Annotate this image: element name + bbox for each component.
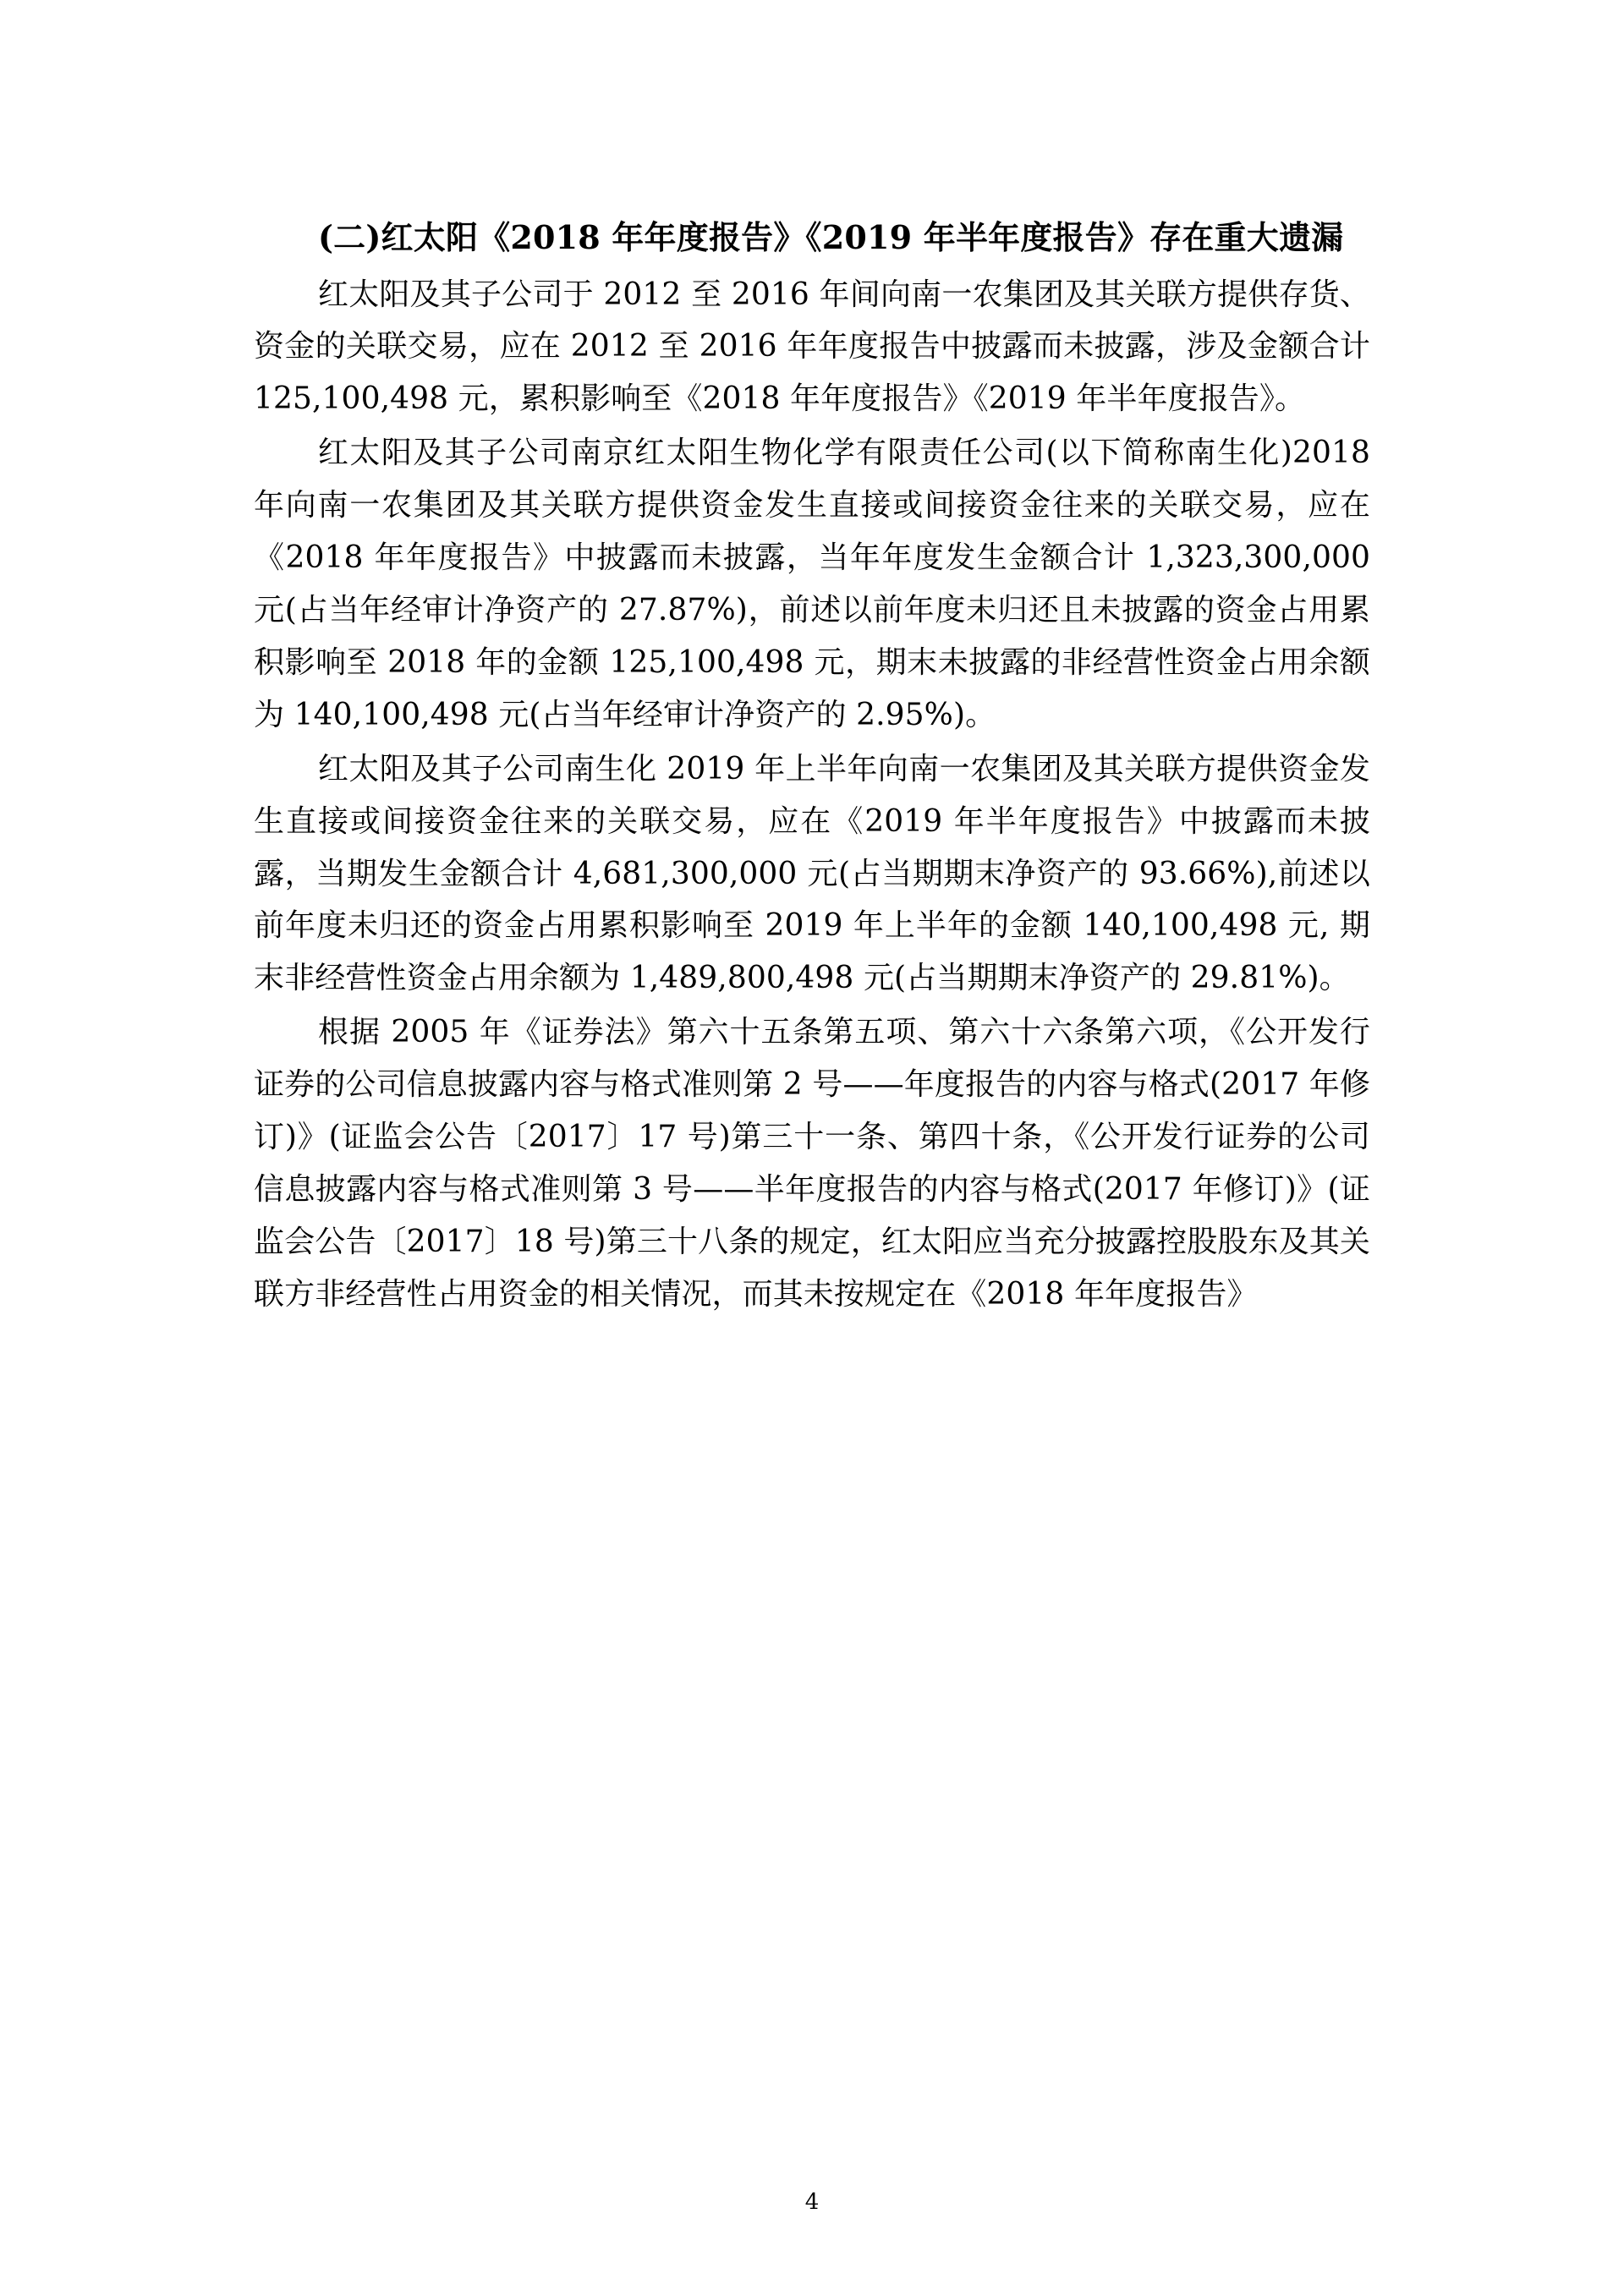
paragraph-2: 红太阳及其子公司南京红太阳生物化学有限责任公司(以下简称南生化)2018 年向南一农集团及其关联方提供资金发生直接或间接资金往来的关联交易，应在《2018 年年度报告》中披露而未披露，当年年度发生金额合计 1,323,300,000 元(占当年经审计净资产的 27.87%)，前述以前年度未归还且未披露的资金占用累积影响至 2018 年的金额 125,100,498 元，期末未披露的非经营性资金占用余额为 140,100,498 元(占当年经审计净资产的 2.95%)。 xyxy=(254,436,1370,732)
paragraph-3: 红太阳及其子公司南生化 2019 年上半年向南一农集团及其关联方提供资金发生直接或间接资金往来的关联交易，应在《2019 年半年度报告》中披露而未披露，当期发生金额合计 4,681,300,000 元(占当期期末净资产的 93.66%),前述以前年度未归还的资金占用累积影响至 2019 年上半年的金额 140,100,498 元, 期末非经营性资金占用余额为 1,489,800,498 元(占当期期末净资产的 29.81%)。 xyxy=(254,751,1370,996)
section-heading: (二)红太阳《2018 年年度报告》《2019 年半年度报告》存在重大遗漏 xyxy=(318,218,1344,256)
page-number: 4 xyxy=(804,2189,820,2215)
paragraph-4: 根据 2005 年《证券法》第六十五条第五项、第六十六条第六项，《公开发行证券的公司信息披露内容与格式准则第 2 号——年度报告的内容与格式(2017 年修订)》(证监会公告〔2017〕17 号)第三十一条、第四十条，《公开发行证券的公司信息披露内容与格式准则第 3 号——半年度报告的内容与格式(2017 年修订)》(证监会公告〔2017〕18 号)第三十八条的规定，红太阳应当充分披露控股股东及其关联方非经营性占用资金的相关情况，而其未按规定在《2018 年年度报告》 xyxy=(254,1015,1370,1312)
paragraph-1: 红太阳及其子公司于 2012 至 2016 年间向南一农集团及其关联方提供存货、资金的关联交易，应在 2012 至 2016 年年度报告中披露而未披露，涉及金额合计 125,100,498 元，累积影响至《2018 年年度报告》《2019 年半年度报告》。 xyxy=(254,277,1370,417)
